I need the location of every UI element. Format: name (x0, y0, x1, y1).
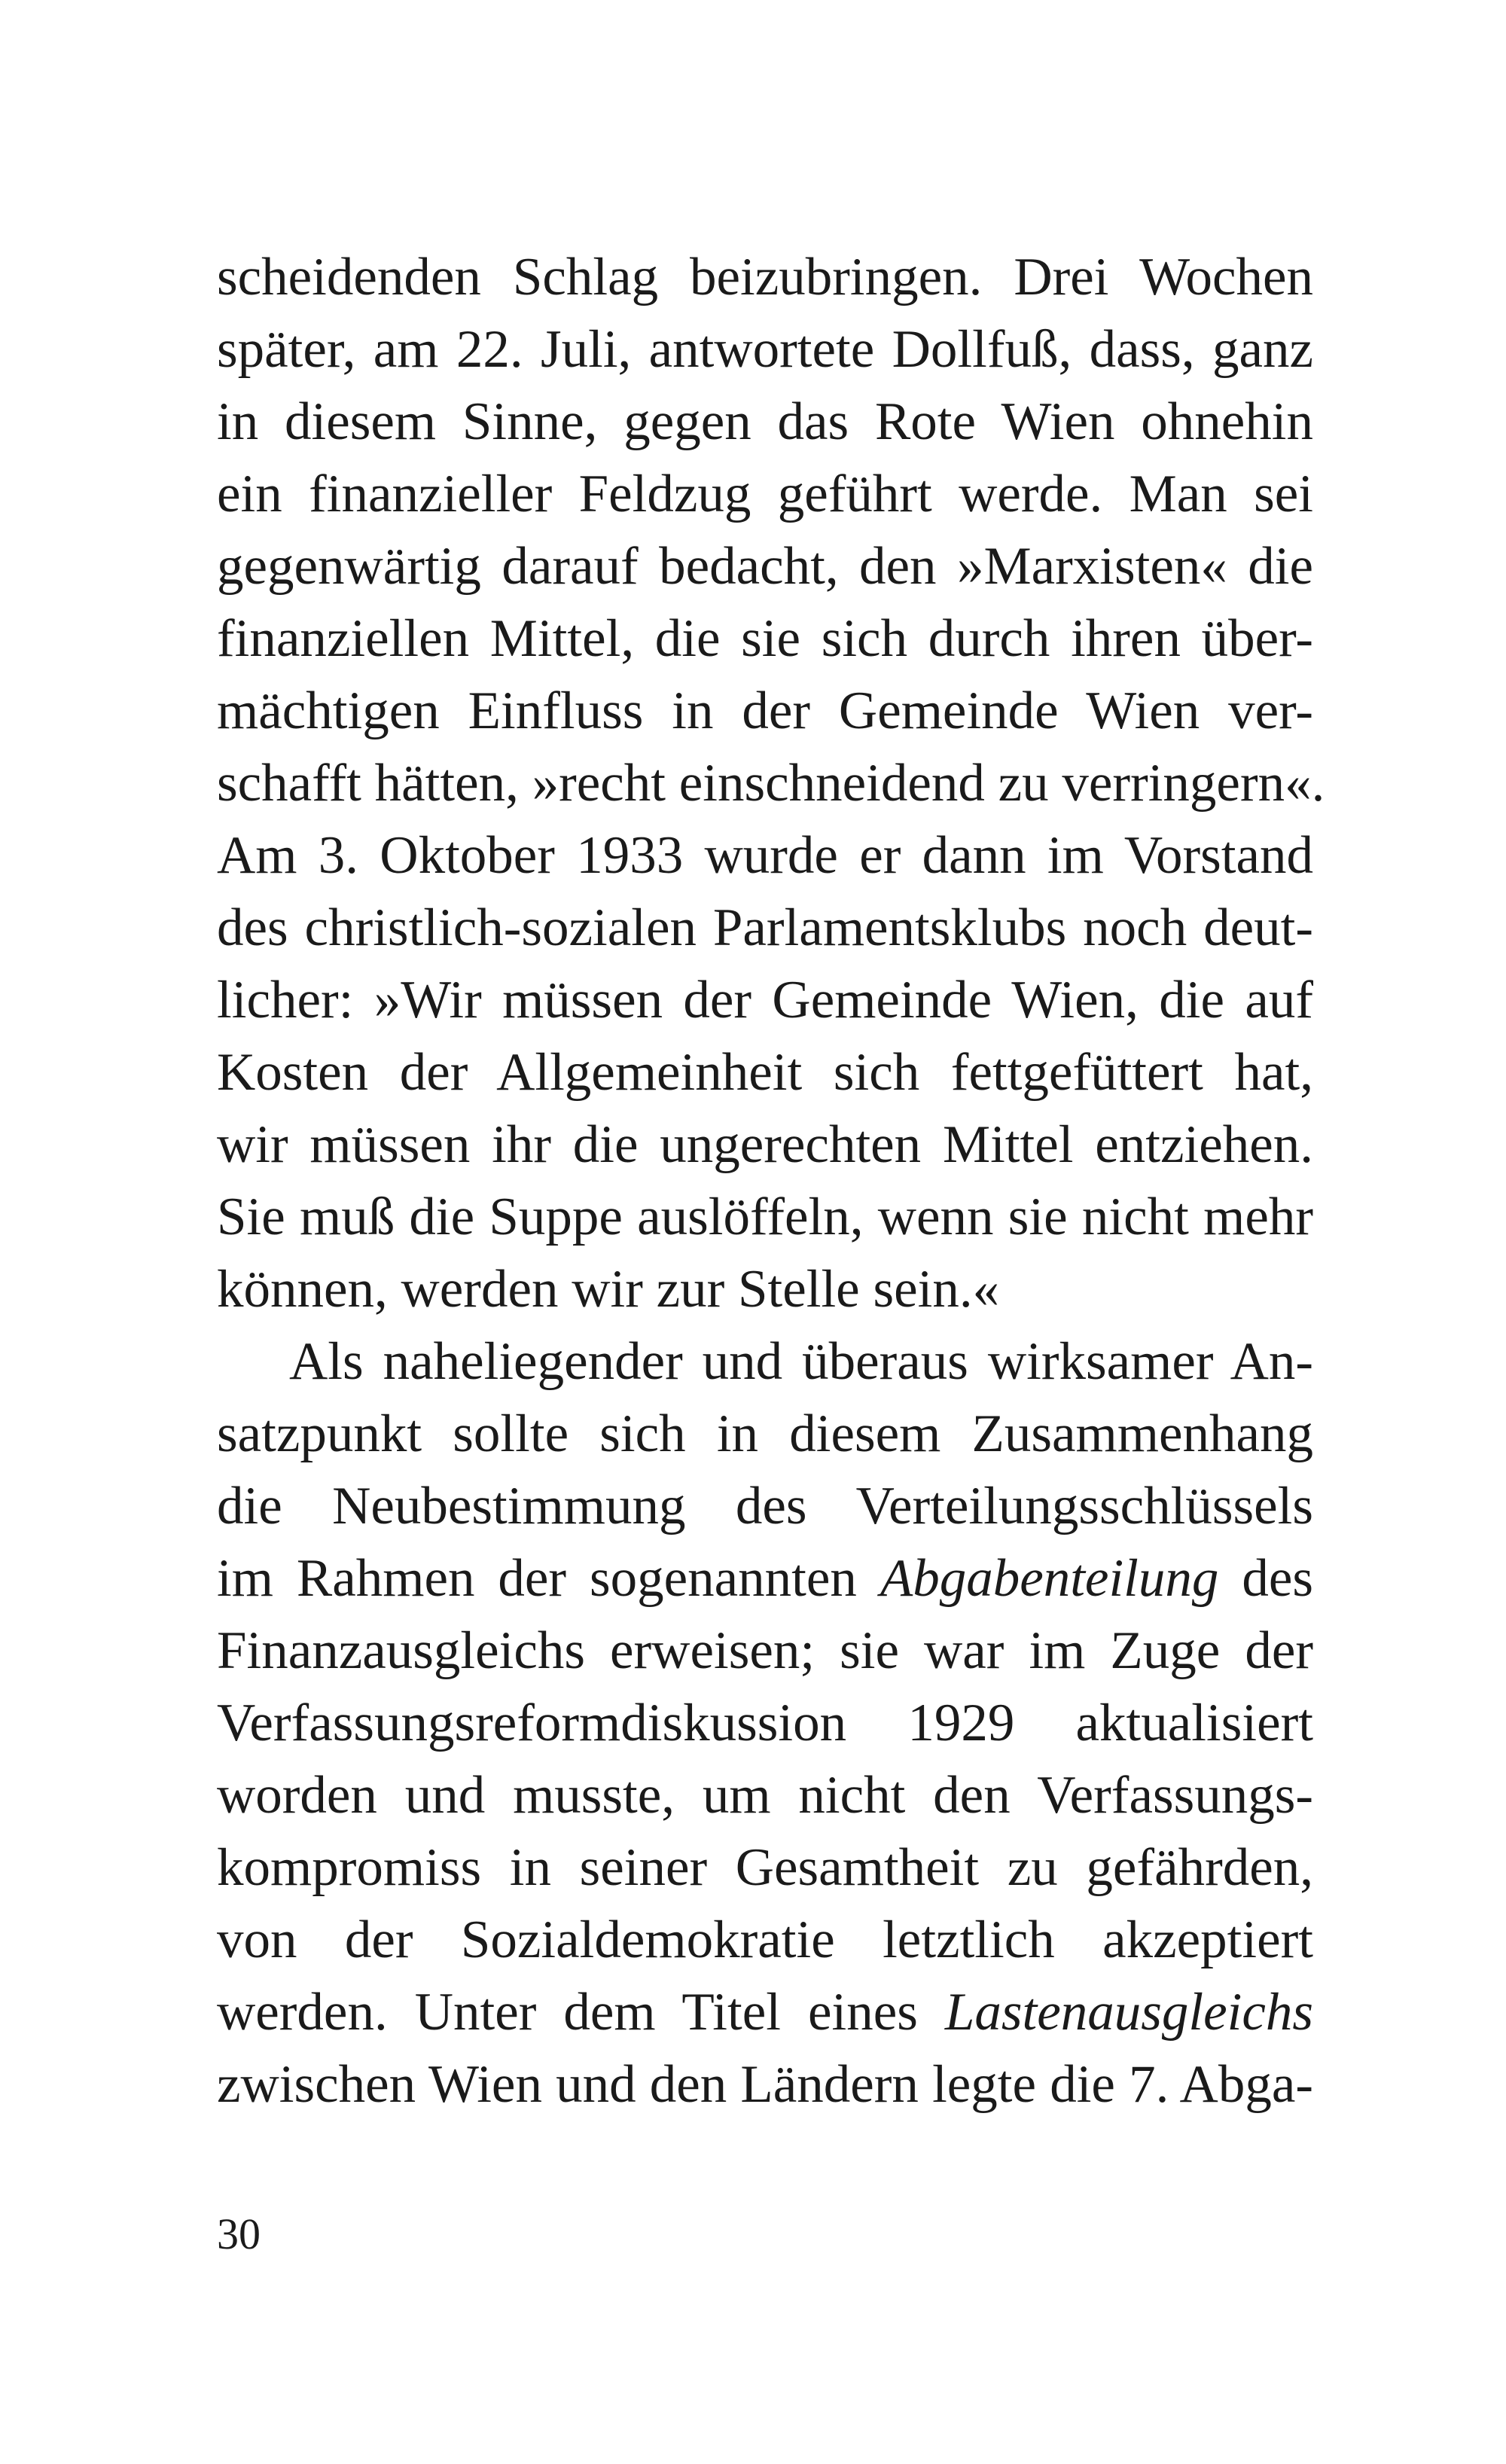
text-line: Am 3. Oktober 1933 wurde er dann im Vorstand (217, 826, 1313, 885)
text-line: wir müssen ihr die ungerechten Mittel entziehen. (217, 1115, 1313, 1174)
page-number: 30 (217, 2209, 261, 2258)
text-line: zwischen Wien und den Ländern legte die 7. Abga- (217, 2055, 1313, 2114)
body-text (217, 241, 1325, 2121)
text-line: Verfassungsreformdiskussion 1929 aktualisiert (217, 1694, 1313, 1752)
italic-term: Abgabenteilung (880, 1549, 1219, 1608)
text-line: Finanzausgleichs erweisen; sie war im Zuge der (217, 1621, 1313, 1680)
text-line: finanziellen Mittel, die sie sich durch ihren über- (217, 609, 1313, 668)
italic-term: Lastenausgleichs (944, 1983, 1313, 2042)
paragraph-start-line: Als naheliegender und überaus wirksamer An- (289, 1332, 1313, 1391)
text-line: schafft hätten, »recht einschneidend zu verringern«. (217, 754, 1325, 813)
text-line: die Neubestimmung des Verteilungsschlüssels (217, 1477, 1313, 1535)
text-line: später, am 22. Juli, antwortete Dollfuß, dass, ganz (217, 320, 1313, 379)
text-line: Sie muß die Suppe auslöffeln, wenn sie nicht mehr (217, 1188, 1313, 1246)
text-segment: werden. Unter dem Titel eines (217, 1983, 945, 2042)
text-line: Kosten der Allgemeinheit sich fettgefüttert hat, (217, 1043, 1313, 1102)
text-line: mächtigen Einfluss in der Gemeinde Wien ver- (217, 682, 1313, 740)
text-line: satzpunkt sollte sich in diesem Zusammenhang (217, 1404, 1313, 1463)
text-line: worden und musste, um nicht den Verfassungs- (217, 1766, 1313, 1825)
text-line: von der Sozialdemokratie letztlich akzeptiert (217, 1911, 1313, 1969)
text-line: scheidenden Schlag beizubringen. Drei Wochen (217, 248, 1313, 306)
text-line: kompromiss in seiner Gesamtheit zu gefährden, (217, 1838, 1313, 1897)
paragraph-end-line: können, werden wir zur Stelle sein.« (217, 1260, 1000, 1319)
text-segment: des (1218, 1549, 1313, 1608)
text-line: in diesem Sinne, gegen das Rote Wien ohnehin (217, 392, 1313, 451)
text-line: gegenwärtig darauf bedacht, den »Marxisten« die (217, 537, 1313, 596)
text-line: des christlich-sozialen Parlamentsklubs noch deut- (217, 898, 1313, 957)
text-line: licher: »Wir müssen der Gemeinde Wien, die auf (217, 971, 1313, 1029)
text-line-with-italic (217, 1542, 1313, 1615)
text-line-with-italic (217, 1976, 1313, 2048)
text-line: ein finanzieller Feldzug geführt werde. Man sei (217, 465, 1313, 523)
text-segment: im Rahmen der sogenannten (217, 1549, 880, 1608)
